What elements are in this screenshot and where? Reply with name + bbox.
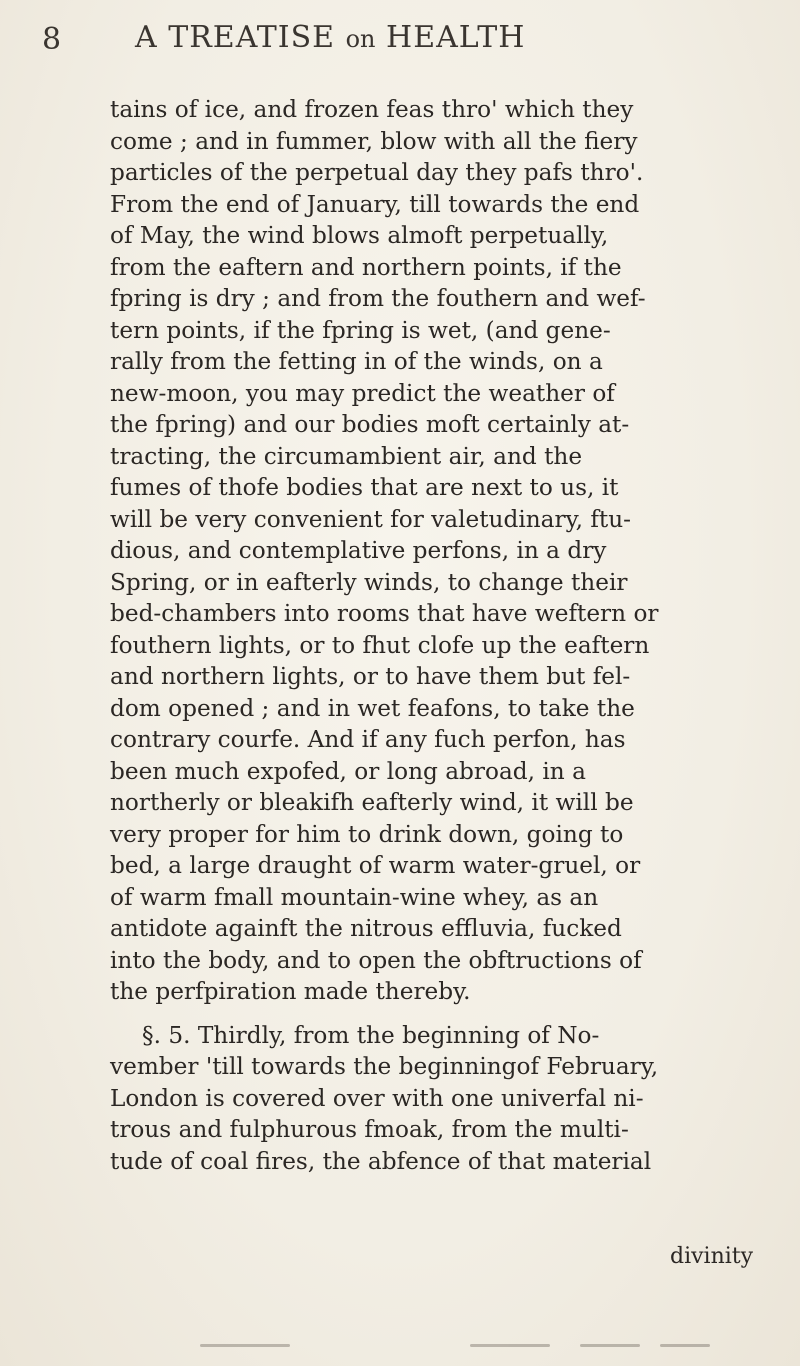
text-line: Spring, or in eafterly winds, to change their	[110, 568, 628, 596]
text-line: bed, a large draught of warm water-gruel, or	[110, 852, 641, 879]
text-line: will be very convenient for valetudinary, ftu-	[110, 505, 632, 533]
text-line: trous and fulphurous fmoak, from the multi-	[110, 1116, 629, 1143]
text-line: into the body, and to open the obftructions of	[110, 946, 642, 974]
text-line: of warm fmall mountain-wine whey, as an	[110, 883, 599, 911]
text-line: From the end of January, till towards the end	[110, 190, 640, 218]
running-title-end: HEALTH	[386, 20, 526, 55]
running-title-on: on	[345, 25, 376, 53]
text-line: rally from the fetting in of the winds, on a	[110, 348, 603, 375]
text-line: bed-chambers into rooms that have weftern or	[110, 600, 659, 627]
running-title-main: A TREATISE	[135, 20, 336, 55]
text-line: of May, the wind blows almoft perpetually,	[110, 222, 609, 249]
text-line: the perfpiration made thereby.	[110, 978, 471, 1005]
text-line: tern points, if the fpring is wet, (and gene-	[110, 316, 611, 344]
text-line: very proper for him to drink down, going to	[110, 820, 624, 848]
catchword: divinity	[670, 1244, 754, 1269]
text-line: vember 'till towards the beginningof February,	[110, 1053, 659, 1080]
text-line: fpring is dry ; and from the fouthern and wef-	[110, 285, 646, 312]
body-text	[110, 94, 770, 1177]
text-line: dious, and contemplative perfons, in a dry	[110, 537, 607, 564]
text-line: fouthern lights, or to fhut clofe up the eaftern	[110, 631, 650, 659]
text-line: new-moon, you may predict the weather of	[110, 379, 615, 407]
text-line: come ; and in fummer, blow with all the fiery	[110, 127, 638, 155]
bleed-through-marks	[200, 1340, 720, 1358]
text-line: the fpring) and our bodies moft certainly at-	[110, 411, 630, 438]
text-line: contrary courfe. And if any fuch perfon, has	[110, 726, 626, 753]
text-line: tracting, the circumambient air, and the	[110, 442, 583, 470]
text-line: been much expofed, or long abroad, in a	[110, 757, 586, 785]
text-line: from the eaftern and northern points, if the	[110, 253, 622, 281]
text-line: tains of ice, and frozen feas thro' which they	[110, 96, 634, 123]
paragraph-gap	[110, 1008, 770, 1020]
text-line: and northern lights, or to have them but fel-	[110, 663, 631, 690]
text-line: northerly or bleakifh eafterly wind, it will be	[110, 789, 634, 816]
text-line: fumes of thofe bodies that are next to us, it	[110, 474, 619, 501]
running-head	[0, 14, 800, 60]
running-title	[135, 20, 525, 55]
section-heading-line: §. 5. Thirdly, from the beginning of No-	[142, 1021, 600, 1049]
text-line: particles of the perpetual day they pafs thro'.	[110, 159, 644, 186]
text-line: tude of coal fires, the abfence of that material	[110, 1147, 652, 1175]
text-line: antidote againft the nitrous effluvia, fucked	[110, 915, 622, 942]
page-number: 8	[42, 22, 63, 57]
text-line: dom opened ; and in wet feafons, to take the	[110, 694, 635, 722]
text-line: London is covered over with one univerfal ni-	[110, 1084, 644, 1112]
